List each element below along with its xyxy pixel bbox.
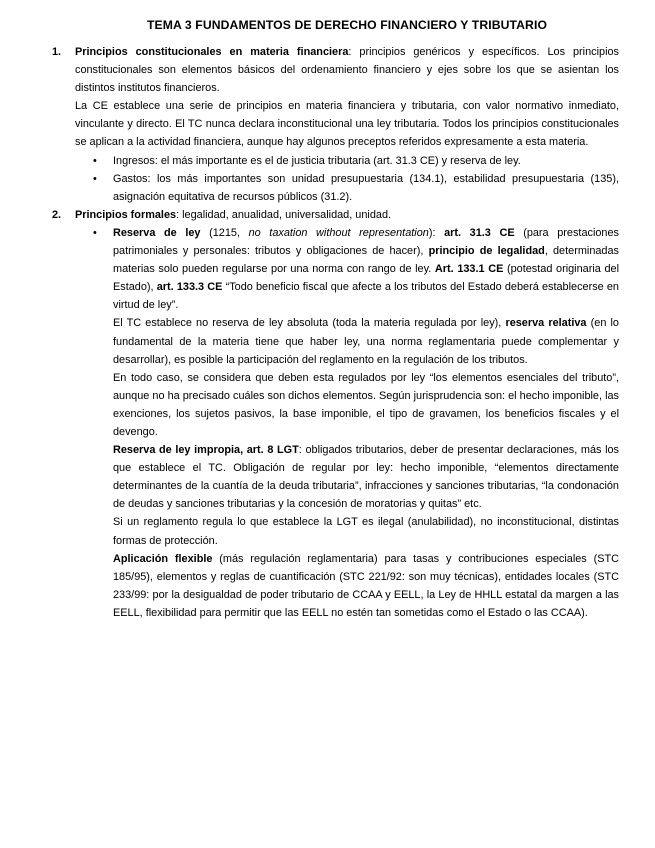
bullet-reserva-de-ley bbox=[93, 224, 620, 622]
section-1-intro bbox=[75, 43, 619, 97]
aplicacion-flexible-label: Aplicación flexible bbox=[113, 552, 213, 565]
reserva-impropia-label: Reserva de ley impropia, art. 8 LGT bbox=[113, 444, 299, 457]
section-1-number: 1. bbox=[52, 46, 62, 58]
aplicacion-flexible-paragraph bbox=[113, 550, 619, 622]
bullet-gastos bbox=[93, 170, 619, 206]
document-title: TEMA 3 FUNDAMENTOS DE DERECHO FINANCIERO Y TRIBUTARIO bbox=[146, 18, 548, 32]
section-1-paragraph-2: La CE establece una serie de principios en materia financiera y tributaria, con valor normativo inmediato, vinculante y directo. El TC nunca declara inconstitucional una ley tributaria. Todos los principios constitucionales se aplican a la actividad financiera, aunque hay algunos preceptos referidos expresamente a esta materia. bbox=[75, 100, 619, 149]
reserva-text-1: (1215, bbox=[200, 226, 249, 239]
bullet-ingresos-text: Ingresos: el más importante es el de justicia tributaria (art. 31.3 CE) y reserva de ley. bbox=[113, 154, 521, 167]
reserva-text-3: (para prestaciones patrimoniales y personales: tributos y obligaciones de hacer), bbox=[113, 226, 619, 258]
art-31-3-ce: art. 31.3 CE bbox=[444, 226, 515, 239]
bullet-icon: • bbox=[93, 172, 97, 185]
section-1 bbox=[52, 43, 619, 206]
impropia-text: : obligados tributarios, deber de presentar declaraciones, más los que establece el TC. Obligación de regular por ley: hecho imponible, “elementos directamente determinantes de la cuantía de la deuda tributaria”, infracciones y sanciones tributarias, “la condonación de deudas y sanciones tributarias y la concesión de moratorias y quitas” etc. bbox=[113, 444, 619, 511]
elementos-esenciales-paragraph: En todo caso, se considera que deben esta regulados por ley “los elementos esenciales del tributo”, aunque no ha precisado cuáles son dichos elementos. Según jurisprudencia son: el hecho imponible, las exenciones, los sujetos pasivos, la base imponible, el tipo de gravamen, los beneficios fiscales y el devengo. bbox=[113, 371, 619, 438]
reserva-impropia-paragraph bbox=[113, 441, 619, 513]
section-2-number: 2. bbox=[52, 208, 62, 221]
bullet-gastos-text: Gastos: los más importantes son unidad presupuestaria (134.1), estabilidad presupuestaria (135), asignación equitativa de recursos públicos (31.2). bbox=[113, 172, 619, 203]
bullet-icon: • bbox=[93, 154, 97, 167]
reserva-text-4: , determinadas materias solo pueden regularse por una norma con rango de ley. bbox=[113, 245, 619, 276]
section-2-intro-text: : legalidad, anualidad, universalidad, unidad. bbox=[176, 208, 392, 221]
section-1-bullet-list bbox=[75, 152, 619, 206]
section-1-body bbox=[75, 43, 619, 206]
relativa-text-2: (en lo fundamental de la materia tiene que haber ley, una norma reglamentaria puede complementar y desarrollar), es posible la participación del reglamento en la regulación de los tributos. bbox=[113, 317, 619, 366]
section-2-intro bbox=[75, 206, 619, 224]
flexible-text: (más regulación reglamentaria) para tasas y contribuciones especiales (STC 185/95), elementos y reglas de cuantificación (STC 221/92: son muy técnicas), entidades locales (STC 233/99: por la desigualdad de poder tributario de CCAA y EELL, la Ley de HHLL estatal da margen a las EELL, flexibilidad para permitir que las EELL no estén tan sometidas como el Estado o las CCAA). bbox=[113, 552, 620, 619]
reglamento-paragraph: Si un reglamento regula lo que establece la LGT es ilegal (anulabilidad), no inconstitucional, distintas formas de protección. bbox=[113, 516, 619, 547]
relativa-text-1: El TC establece no reserva de ley absoluta (toda la materia regulada por ley), bbox=[113, 317, 506, 330]
art-133-1-ce: Art. 133.1 CE bbox=[434, 263, 504, 276]
reserva-de-ley-paragraph bbox=[113, 224, 619, 314]
reserva-italic: no taxation without representation bbox=[248, 226, 429, 239]
reserva-relativa-label: reserva relativa bbox=[505, 317, 587, 330]
reserva-de-ley-label: Reserva de ley bbox=[113, 226, 201, 239]
section-2-body bbox=[75, 206, 619, 622]
section-2-heading: Principios formales bbox=[75, 208, 177, 221]
reserva-text-2: ): bbox=[428, 226, 445, 239]
reserva-text-5: (potestad originaria del Estado), bbox=[113, 263, 619, 294]
section-1-heading: Principios constitucionales en materia financiera bbox=[75, 46, 349, 58]
reserva-text-6: “Todo beneficio fiscal que afecte a los tributos del Estado deberá establecerse en virtud de ley”. bbox=[113, 281, 619, 312]
principio-de-legalidad: principio de legalidad bbox=[428, 245, 545, 258]
section-1-intro-text: : principios genéricos y específicos. Los principios constitucionales son elementos básicos del ordenamiento financiero y ejes sobre los que se asientan los distintos institutos financieros. bbox=[75, 46, 619, 95]
bullet-ingresos bbox=[93, 152, 619, 170]
section-2 bbox=[52, 206, 620, 622]
art-133-3-ce: art. 133.3 CE bbox=[156, 281, 223, 294]
reserva-relativa-paragraph bbox=[113, 314, 619, 368]
bullet-icon: • bbox=[93, 226, 97, 239]
section-2-bullet-list bbox=[75, 224, 619, 622]
